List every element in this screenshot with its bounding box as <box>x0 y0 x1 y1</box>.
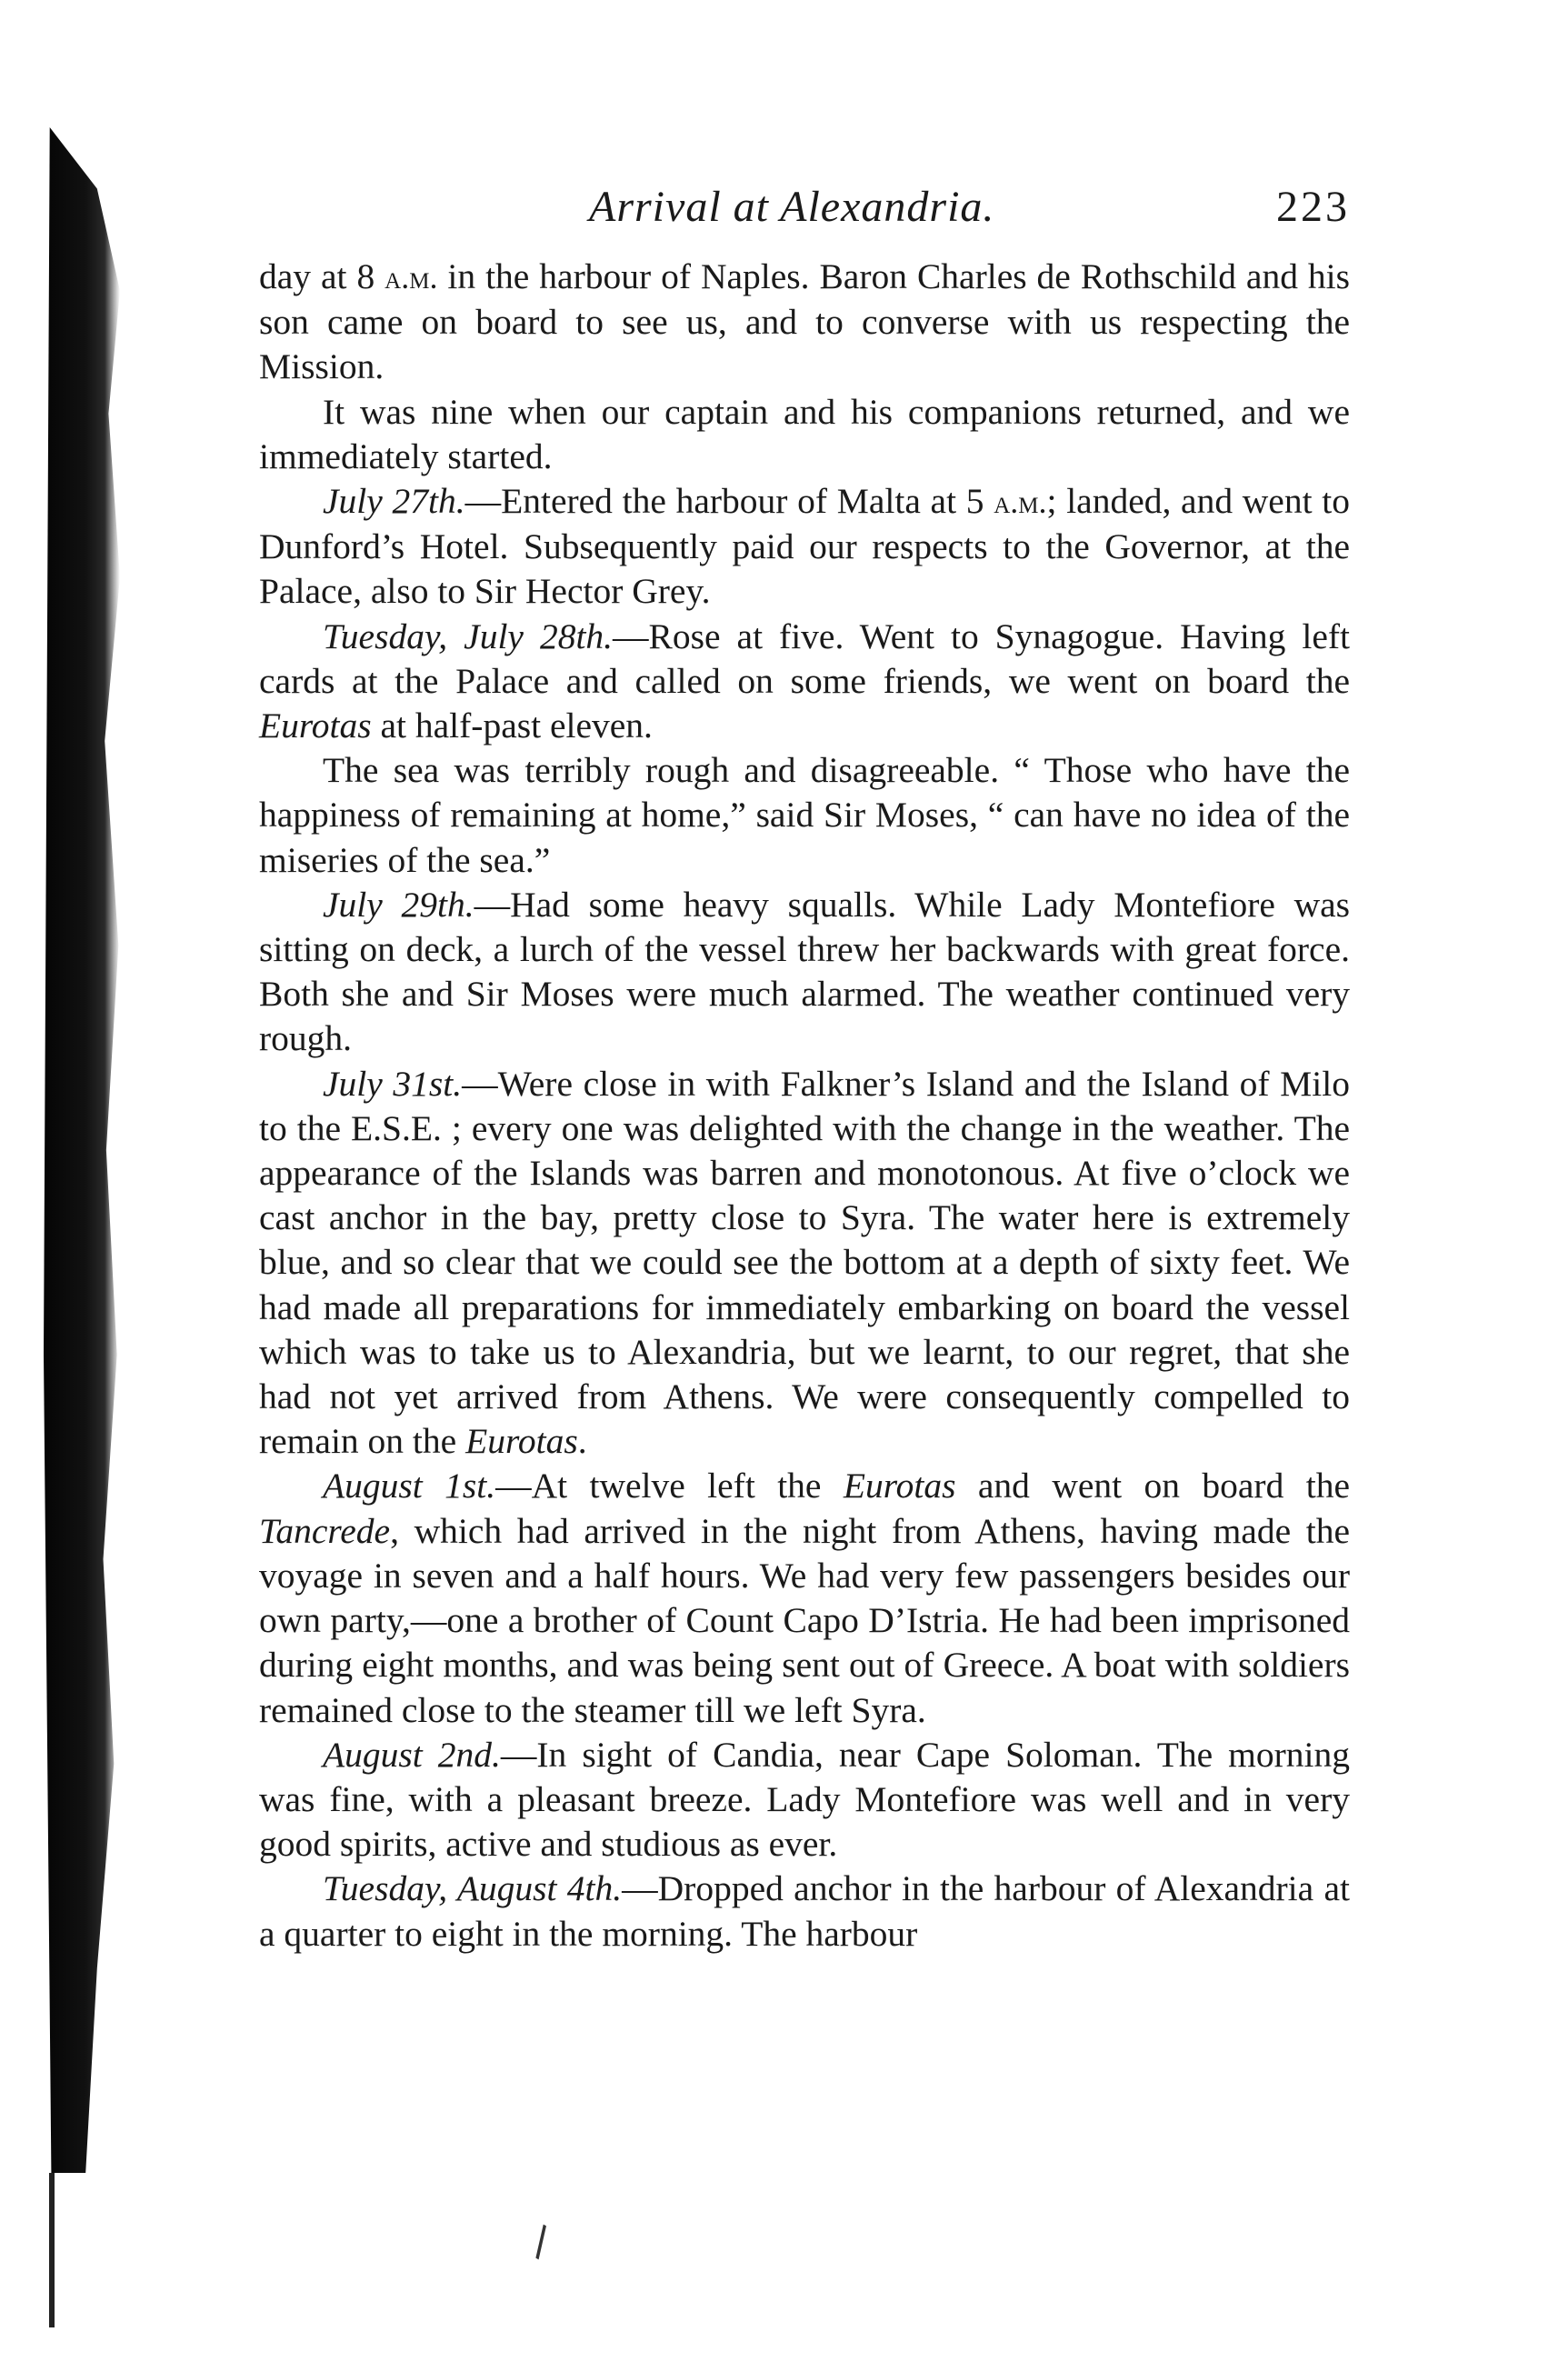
entry-date: August 1st. <box>323 1466 496 1506</box>
text-run: at half-past eleven. <box>371 706 653 746</box>
paragraph-2: It was nine when our captain and his companions returned, and we immediately started. <box>259 391 1350 476</box>
text-run: day at 8 <box>259 256 385 296</box>
paragraph-8 <box>259 1464 1350 1732</box>
page-number: 223 <box>1276 183 1350 231</box>
page-binding-edge <box>49 2173 55 2327</box>
paragraph-9 <box>259 1733 1350 1867</box>
time-abbrev: a.m. <box>385 259 438 295</box>
paragraph-7 <box>259 1062 1350 1465</box>
entry-date: July 31st. <box>323 1063 463 1104</box>
paragraph-6 <box>259 883 1350 1062</box>
paragraph-10 <box>259 1867 1350 1956</box>
paragraph-3 <box>259 479 1350 615</box>
stray-ink-mark: \ <box>524 2217 559 2266</box>
text-run: —Rose at five. Went to Synagogue. Having left cards at the Palace and called on some friends, we went on board the <box>259 616 1350 701</box>
ship-name: Eurotas <box>465 1421 578 1462</box>
entry-date: July 29th. <box>323 884 474 925</box>
ship-name: Eurotas <box>843 1466 956 1506</box>
paragraph-5: The sea was terribly rough and disagreeable. “ Those who have the happiness of remaining at home,” said Sir Moses, “ can have no idea of the miseries of the sea.” <box>259 750 1350 880</box>
running-title: Arrival at Alexandria. <box>589 183 995 231</box>
text-run: and went on board the <box>955 1466 1350 1506</box>
text-run: . <box>577 1421 587 1462</box>
running-head <box>259 182 1350 255</box>
body-text <box>259 255 1350 1957</box>
text-run: —Were close in with Falkner’s Island and the Island of Milo to the E.S.E. ; every one was delighted with the change in the weather. The appearance of the Islands was barren and monotonous. At five o’clock we cast anchor in the bay, pretty close to Syra. The water here is extremely blue, and so clear that we could see the bottom at a depth of sixty feet. We had made all preparations for immediately embarking on board the vessel which was to take us to Alexandria, but we learnt, to our regret, that she had not yet arrived from Athens. We were consequently compelled to remain on the <box>259 1063 1351 1462</box>
paragraph-4 <box>259 615 1350 749</box>
entry-date: August 2nd. <box>323 1734 501 1775</box>
entry-date: Tuesday, July 28th. <box>323 616 614 656</box>
paragraph-1 <box>259 255 1350 390</box>
text-run: —At twelve left the <box>495 1466 844 1506</box>
text-run: —Had some heavy squalls. While Lady Montefiore was sitting on deck, a lurch of the vessel threw her backwards with great force. Both she and Sir Moses were much alarmed. The weather continued very rough. <box>259 884 1351 1059</box>
ship-name: Eurotas <box>259 706 372 746</box>
text-run: —In sight of Candia, near Cape Soloman. The morning was fine, with a pleasant breeze. Lady Montefiore was well and in very good spirits, active and studious as ever. <box>259 1734 1351 1865</box>
text-run: —Entered the harbour of Malta at 5 <box>464 481 994 522</box>
book-page <box>259 182 1350 1957</box>
entry-date: Tuesday, August 4th. <box>323 1868 623 1909</box>
text-run: ; landed, and went to Dunford’s Hotel. Subsequently paid our respects to the Governor, at the Palace, also to Sir Hector Grey. <box>259 481 1350 612</box>
ship-name: Tancrede <box>259 1510 391 1551</box>
page-binding-shadow <box>44 127 120 2173</box>
text-run: —Dropped anchor in the harbour of Alexandria at a quarter to eight in the morning. The harbour <box>259 1868 1350 1954</box>
text-run: , which had arrived in the night from Athens, having made the voyage in seven and a half hours. We had very few passengers besides our own party,—one a brother of Count Capo D’Istria. He had been imprisoned during eight months, and was being sent out of Greece. A boat with soldiers remained close to the steamer till we left Syra. <box>259 1510 1350 1730</box>
entry-date: July 27th. <box>323 481 465 522</box>
time-abbrev: a.m. <box>994 484 1047 521</box>
text-run: in the harbour of Naples. Baron Charles de Rothschild and his son came on board to see us, and to converse with us respecting the Mission. <box>259 256 1350 387</box>
